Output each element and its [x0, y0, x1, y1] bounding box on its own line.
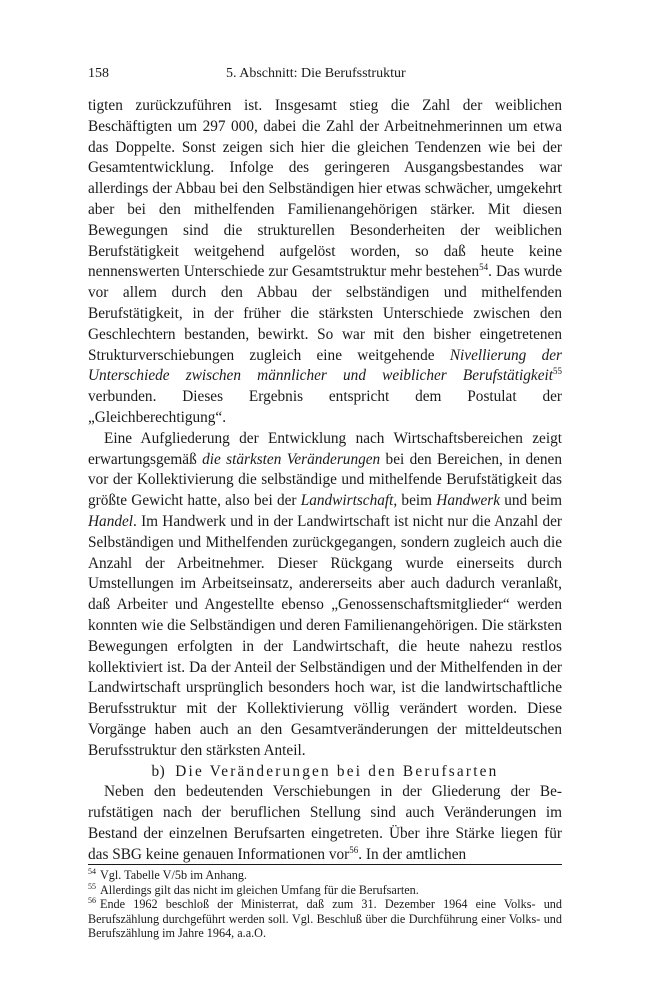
section-heading-prefix: b)	[151, 762, 166, 780]
emphasized-text: Handwerk	[436, 492, 500, 510]
text-run: bei den Bereichen, in denen vor der Kollektivierung die selbständige und mithelfende Berufstätigkeit das größte Gewicht hatte, also bei der	[88, 450, 562, 510]
text-run: und beim	[500, 492, 562, 510]
text-run: . Im Handwerk und in der Landwirtschaft ist nicht nur die Anzahl der Selbständigen und Mithelfenden zurückgegangen, sondern zugleich auch die Anzahl der Arbeitnehmer. Dieser Rückgang wurde einerseits durch Umstellungen im Arbeitseinsatz, andererseits aber auch dadurch veranlaßt, daß Arbeiter und Angestellte ebenso „Genossenschaftsmitglieder“ werden konnten wie die Selbständigen und deren Familienangehörigen. Die stärksten Bewegungen erfolgten in der Landwirtschaft, die heute nahezu restlos kollektiviert ist. Da der Anteil der Selbständigen und der Mithelfenden in der Landwirtschaft ursprünglich besonders hoch war, ist die landwirtschaftliche Berufsstruktur mit der Kollektivierung völlig verändert worden. Diese Vorgänge haben auch an den Gesamtveränderungen der mitteldeutschen Berufsstruktur den stärksten Anteil.	[88, 512, 562, 759]
page-number: 158	[88, 66, 109, 81]
text-run: tigten zurückzuführen ist. Insgesamt stieg die Zahl der weiblichen Beschäftigten um 297 000, dabei die Zahl der Arbeitnehmerinnen um etwa das Doppelte. Sonst zeigen sich hier die gleichen Tendenzen wie bei der Gesamtentwicklung. Infolge des geringeren Ausgangsbestandes war allerdings der Abbau bei den Selbständigen hier etwas schwächer, umgekehrt aber bei den mithelfenden Familienangehörigen stärker. Mit diesen Bewegungen sind die strukturellen Besonderheiten der weiblichen Berufstätigkeit weitgehend aufgelöst worden, so daß heute keine nennenswerten Unterschiede zur Gesamtstruktur mehr bestehen	[88, 97, 562, 281]
footnote-number: 55	[88, 881, 96, 891]
text-run: Eine Aufgliederung der Entwicklung nach Wirtschaftsbereichen zeigt erwartungsgemäß	[88, 429, 562, 468]
footnote	[88, 883, 562, 898]
emphasized-text: Nivellierung der Unterschiede zwischen männlicher und weiblicher Berufstätigkeit	[88, 346, 563, 385]
paragraph	[88, 96, 562, 429]
section-heading	[88, 762, 562, 783]
paragraph	[88, 429, 562, 762]
footnote-text: Ende 1962 beschloß der Ministerrat, daß zum 31. Dezember 1964 eine Volks- und Berufszählung durchgeführt werden soll. Vgl. Beschluß über die Durchführung einer Volks- und Berufszählung im Jahre 1964, a.a.O.	[88, 897, 562, 941]
emphasized-text: die stärksten Veränderungen	[202, 450, 381, 468]
footnote	[88, 868, 562, 883]
footnote-reference: 55	[553, 366, 562, 377]
footnote-reference: 56	[349, 844, 359, 855]
text-run: . Das wurde vor allem durch den Abbau der selbständigen und mithelfenden Berufstätigkeit, in der früher die stärksten Unterschiede zwischen den Geschlechtern bestanden, bewirkt. So war mit den bisher eingetretenen Strukturverschiebungen zugleich eine weitgehende	[88, 263, 562, 364]
text-run: . In der amtlichen	[358, 845, 467, 863]
emphasized-text: Landwirtschaft	[300, 492, 394, 510]
text-run: Neben den bedeutenden Verschiebungen in der Gliederung der Berufstätigen nach der beruflichen Stellung sind auch Veränderungen im Bestand der einzelnen Berufsarten eingetreten. Über ihre Stärke liegen für das SBG keine genauen Informationen vor	[88, 783, 562, 863]
paragraph	[88, 782, 562, 865]
page-header	[88, 66, 562, 88]
emphasized-text: Handel	[88, 512, 134, 530]
footnote-reference: 54	[479, 262, 489, 273]
footnote-text: Allerdings gilt das nicht im gleichen Umfang für die Berufsarten.	[100, 882, 419, 897]
running-head: 5. Abschnitt: Die Berufsstruktur	[226, 66, 406, 81]
footnote	[88, 897, 562, 941]
footnote-number: 56	[88, 896, 96, 906]
footnotes	[88, 864, 562, 941]
footnote-number: 54	[88, 867, 96, 876]
section-heading-text: Die Veränderungen bei den Berufsarten	[175, 762, 499, 780]
body-text	[88, 96, 562, 865]
footnote-text: Vgl. Tabelle V/5b im Anhang.	[100, 868, 247, 882]
text-run: , beim	[393, 492, 437, 510]
text-run: verbunden. Dieses Ergebnis entspricht dem Postulat der „Gleichberechtigung“.	[88, 388, 562, 426]
